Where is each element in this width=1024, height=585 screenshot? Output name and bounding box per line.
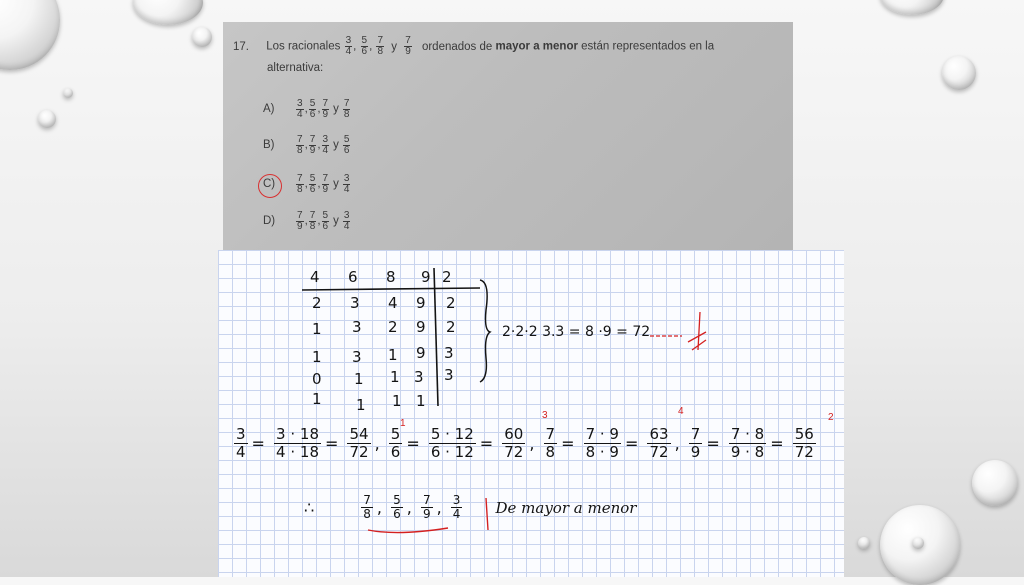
table-cell: 1 (356, 396, 366, 414)
fraction: $\frac{7}{9}$ (422, 493, 431, 521)
table-cell: 1 (390, 368, 400, 386)
table-lines (218, 250, 844, 577)
water-drop-decoration (192, 27, 212, 47)
option-b[interactable]: B) $\frac{7}{8}$ , $\frac{7}{9}$ , $\frac{3}{4}$ y $\frac{5}{6}$ (263, 133, 350, 156)
table-cell: 9 (416, 344, 426, 362)
table-cell: 3 (444, 366, 454, 384)
fraction: $\frac{7}{8}$ (309, 209, 316, 232)
option-letter: D) (263, 215, 276, 227)
table-cell: 3 (414, 368, 424, 386)
option-conj: y (333, 215, 339, 227)
fraction: $\frac{7}{8}$ (363, 493, 371, 521)
fraction: $\frac{3}{4}$ (452, 493, 461, 521)
water-drop-decoration (133, 0, 203, 25)
table-cell: 3 (350, 294, 360, 312)
red-marker: 3 (542, 410, 548, 421)
fraction: $\frac{7}{9}$ (405, 35, 411, 57)
fraction: $\frac{3}{4}$ (322, 133, 329, 156)
table-header-cell: 4 (310, 268, 320, 286)
table-cell: 9 (416, 294, 426, 312)
therefore-symbol: ∴ (304, 498, 315, 517)
option-d[interactable]: D) $\frac{7}{9}$ , $\frac{7}{8}$ , $\frac{5}{6}$ y $\frac{3}{4}$ (263, 209, 350, 232)
red-marker: 1 (400, 418, 406, 429)
fraction: $\frac{5}{6}$ (393, 493, 401, 521)
fraction: $\frac{7}{8}$ (297, 172, 303, 195)
red-marker: 2 (828, 412, 834, 423)
table-cell: 2 (388, 318, 398, 336)
table-cell: 1 (354, 370, 364, 388)
fraction: $\frac{7 \cdot 9}{8 \cdot 9}$ (585, 425, 619, 461)
fraction: $\frac{3}{4}$ (345, 35, 352, 57)
fraction: $\frac{7}{8}$ (343, 97, 350, 120)
water-drop-decoration (38, 110, 56, 128)
fraction: $\frac{5 \cdot 12}{6 \cdot 12}$ (430, 425, 474, 461)
table-cell: 1 (312, 320, 322, 338)
fraction: $\frac{7}{9}$ (309, 133, 316, 156)
question-emphasis: mayor a menor (495, 40, 578, 53)
water-drop-decoration (0, 0, 60, 70)
fraction: $\frac{7}{9}$ (322, 97, 329, 120)
conclusion-text: De mayor a menor (495, 498, 637, 517)
fraction: $\frac{7}{8}$ (297, 133, 303, 156)
water-drop-decoration (942, 56, 976, 90)
equivalence-line: $\frac{3}{4}$ = $\frac{3 \cdot 18}{4 \cdot 18}$ = $\frac{54}{72}$ , $\frac{5}{6}$ = $\frac{5 \cdot 12}{6 \cdot 12}$ = $\frac{60}{72}$ , $\frac{7}{8}$ = $\frac{7 \cdot 9}{8 \cdot 9}$ = $\frac{63}{72}$ , $\frac{7}{9}$ = $\frac{7 \cdot 8}{9 \cdot 8}$ = $\frac{56}{72}$ (236, 425, 814, 461)
table-cell: 2 (446, 294, 456, 312)
question-conj: y (391, 40, 397, 53)
question-statement: 17. Los racionales $\frac{3}{4}$ , $\frac{5}{6}$ , $\frac{7}{8}$ y $\frac{7}{9}$ ordenados de mayor a menor están representados en la (233, 35, 715, 57)
table-header-cell: 9 (421, 268, 431, 286)
water-drop-decoration (880, 0, 944, 15)
option-a[interactable]: A) $\frac{3}{4}$ , $\frac{5}{6}$ , $\frac{7}{9}$ y $\frac{7}{8}$ (263, 97, 350, 120)
table-cell: 2 (446, 318, 456, 336)
fraction: $\frac{3}{4}$ (236, 425, 246, 461)
fraction: $\frac{60}{72}$ (504, 425, 524, 461)
fraction: $\frac{3}{4}$ (343, 172, 350, 195)
fraction: $\frac{7}{9}$ (297, 209, 303, 232)
option-conj: y (333, 178, 339, 190)
fraction: $\frac{5}{6}$ (309, 172, 316, 195)
question-text-line2: alternativa: (267, 62, 324, 74)
fraction: $\frac{5}{6}$ (343, 133, 350, 156)
result-line: ∴ $\frac{7}{8}$ , $\frac{5}{6}$ , $\frac{7}{9}$ , $\frac{3}{4}$ De mayor a menor (304, 493, 637, 521)
fraction: $\frac{3 \cdot 18}{4 \cdot 18}$ (276, 425, 319, 461)
lcm-calculation: 2·2·2 3.3 = 8 ·9 = 72 (502, 324, 651, 340)
question-text: Los racionales (266, 40, 341, 53)
option-letter: B) (263, 139, 275, 151)
fraction: $\frac{7 \cdot 8}{9 \cdot 8}$ (730, 425, 765, 461)
table-header-cell: 2 (442, 268, 452, 286)
question-text: ordenados de (421, 40, 493, 53)
fraction: $\frac{3}{4}$ (297, 97, 303, 120)
option-conj: y (333, 103, 339, 115)
water-drop-decoration (63, 88, 73, 98)
table-cell: 1 (416, 392, 426, 410)
exam-question-photo (223, 22, 793, 250)
fraction: $\frac{63}{72}$ (649, 425, 669, 461)
question-number: 17. (233, 40, 249, 53)
water-drop-decoration (858, 537, 870, 549)
option-c[interactable]: C) $\frac{7}{8}$ , $\frac{5}{6}$ , $\frac{7}{9}$ y $\frac{3}{4}$ (263, 172, 350, 195)
table-cell: 3 (352, 318, 362, 336)
table-header-cell: 6 (348, 268, 358, 286)
table-cell: 1 (312, 390, 322, 408)
water-drop-decoration (972, 460, 1018, 506)
table-cell: 9 (416, 318, 426, 336)
fraction: $\frac{7}{9}$ (322, 172, 329, 195)
table-cell: 2 (312, 294, 322, 312)
water-drop-decoration (912, 537, 924, 549)
table-cell: 3 (352, 348, 362, 366)
fraction: $\frac{5}{6}$ (361, 35, 368, 57)
question-text: están representados en la (581, 40, 715, 53)
red-marker: 4 (678, 406, 684, 417)
fraction: $\frac{5}{6}$ (309, 97, 316, 120)
option-letter: C) (263, 178, 276, 190)
fraction: $\frac{7}{8}$ (377, 35, 384, 57)
fraction: $\frac{7}{8}$ (545, 425, 556, 461)
table-cell: 1 (388, 346, 398, 364)
fraction: $\frac{3}{4}$ (343, 209, 350, 232)
table-cell: 4 (388, 294, 398, 312)
table-cell: 1 (392, 392, 402, 410)
handwritten-work-paper (218, 250, 844, 577)
option-conj: y (333, 139, 339, 151)
table-cell: 3 (444, 344, 454, 362)
table-header-cell: 8 (386, 268, 396, 286)
fraction: $\frac{7}{9}$ (690, 425, 701, 461)
fraction: $\frac{5}{6}$ (390, 425, 401, 461)
fraction: $\frac{54}{72}$ (349, 425, 369, 461)
fraction: $\frac{5}{6}$ (322, 209, 329, 232)
table-cell: 0 (312, 370, 322, 388)
fraction: $\frac{56}{72}$ (794, 425, 814, 461)
option-letter: A) (263, 103, 275, 115)
table-cell: 1 (312, 348, 322, 366)
